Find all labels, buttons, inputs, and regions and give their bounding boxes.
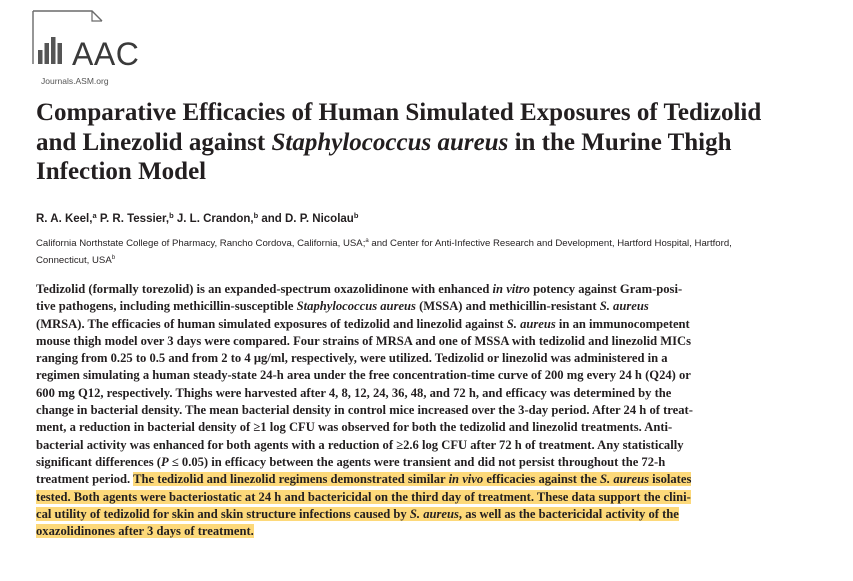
abstract-line xyxy=(36,506,836,523)
abstract-line: ment, a reduction in bacterial density of ≥1 log CFU was observed for both the tedizolid and linezolid treatments. Anti- xyxy=(36,420,673,435)
abstract-line xyxy=(36,523,836,540)
affiliation-line: California Northstate College of Pharmacy, Rancho Cordova, California, USA;$^a$ and Center for Anti-Infective Research and Development, Hartford Hospital, Hartford, xyxy=(36,238,732,249)
title-species: Staphylococcus aureus xyxy=(271,128,509,156)
author[interactable]: R. A. Keel,$^a$ xyxy=(36,211,97,225)
abstract-line: tive pathogens, including methicillin-susceptible Staphylococcus aureus (MSSA) and methicillin-resistant S. aureus xyxy=(36,299,649,314)
abstract-line: ranging from 0.25 to 0.5 and from 2 to 4 μg/ml, respectively, were utilized. Tedizolid or linezolid was administered in a xyxy=(36,351,668,366)
highlighted-text: tested. Both agents were bacteriostatic at 24 h and bactericidal on the third day of treatment. These data support the clini- xyxy=(36,489,691,504)
abstract-line: change in bacterial density. The mean bacterial density in control mice increased over the 3-day period. After 24 h of treat- xyxy=(36,403,693,418)
abstract xyxy=(36,281,836,540)
abstract-line xyxy=(36,489,836,506)
paper-title xyxy=(36,98,836,187)
journal-logo[interactable] xyxy=(32,10,142,86)
highlighted-text: oxazolidinones after 3 days of treatment. xyxy=(36,524,254,539)
author[interactable]: J. L. Crandon,$^b$ xyxy=(176,211,259,225)
author-list xyxy=(36,212,358,226)
title-line: Infection Model xyxy=(36,158,207,185)
abstract-line: mouse thigh model over 3 days were compared. Four strains of MRSA and one of MSSA with tedizolid and linezolid MICs xyxy=(36,333,692,348)
highlighted-text: cal utility of tedizolid for skin and skin structure infections caused by S. aureus, as well as the bactericidal activity of the xyxy=(36,506,679,521)
abstract-line: (MRSA). The efficacies of human simulated exposures of tedizolid and linezolid against S. aureus in an immunocompetent xyxy=(36,316,690,331)
abstract-line: regimen simulating a human steady-state 24-h area under the free concentration-time curve of 200 mg every 24 h (Q24) or xyxy=(36,368,691,383)
author[interactable]: P. R. Tessier,$^b$ xyxy=(99,211,174,225)
affiliations xyxy=(36,235,826,269)
affiliation-line: Connecticut, USA$^b$ xyxy=(36,255,116,266)
highlighted-text: The tedizolid and linezolid regimens demonstrated similar in vivo efficacies against the S. aureus isolates xyxy=(133,472,692,487)
title-line: and Linezolid against Staphylococcus aureus in the Murine Thigh xyxy=(36,128,732,156)
abstract-line: significant differences (P ≤ 0.05) in efficacy between the agents were transient and did not persist throughout the 72-h xyxy=(36,454,666,469)
title-line: Comparative Efficacies of Human Simulated Exposures of Tedizolid xyxy=(36,99,762,126)
journal-abbreviation: AAC xyxy=(72,36,140,72)
abstract-line: treatment period. The tedizolid and linezolid regimens demonstrated similar in vivo efficacies against the S. aureus isolates xyxy=(36,472,692,487)
author[interactable]: and D. P. Nicolau$^b$ xyxy=(261,211,359,225)
journal-url[interactable]: Journals.ASM.org xyxy=(41,76,109,86)
abstract-line: bacterial activity was enhanced for both agents with a reduction of ≥2.6 log CFU after 72 h of treatment. Any statistically xyxy=(36,437,684,452)
abstract-line: Tedizolid (formally torezolid) is an expanded-spectrum oxazolidinone with enhanced in vitro potency against Gram-posi- xyxy=(36,282,683,296)
abstract-line: 600 mg Q12, respectively. Thighs were harvested after 4, 8, 12, 24, 36, 48, and 72 h, and efficacy was determined by the xyxy=(36,385,672,400)
